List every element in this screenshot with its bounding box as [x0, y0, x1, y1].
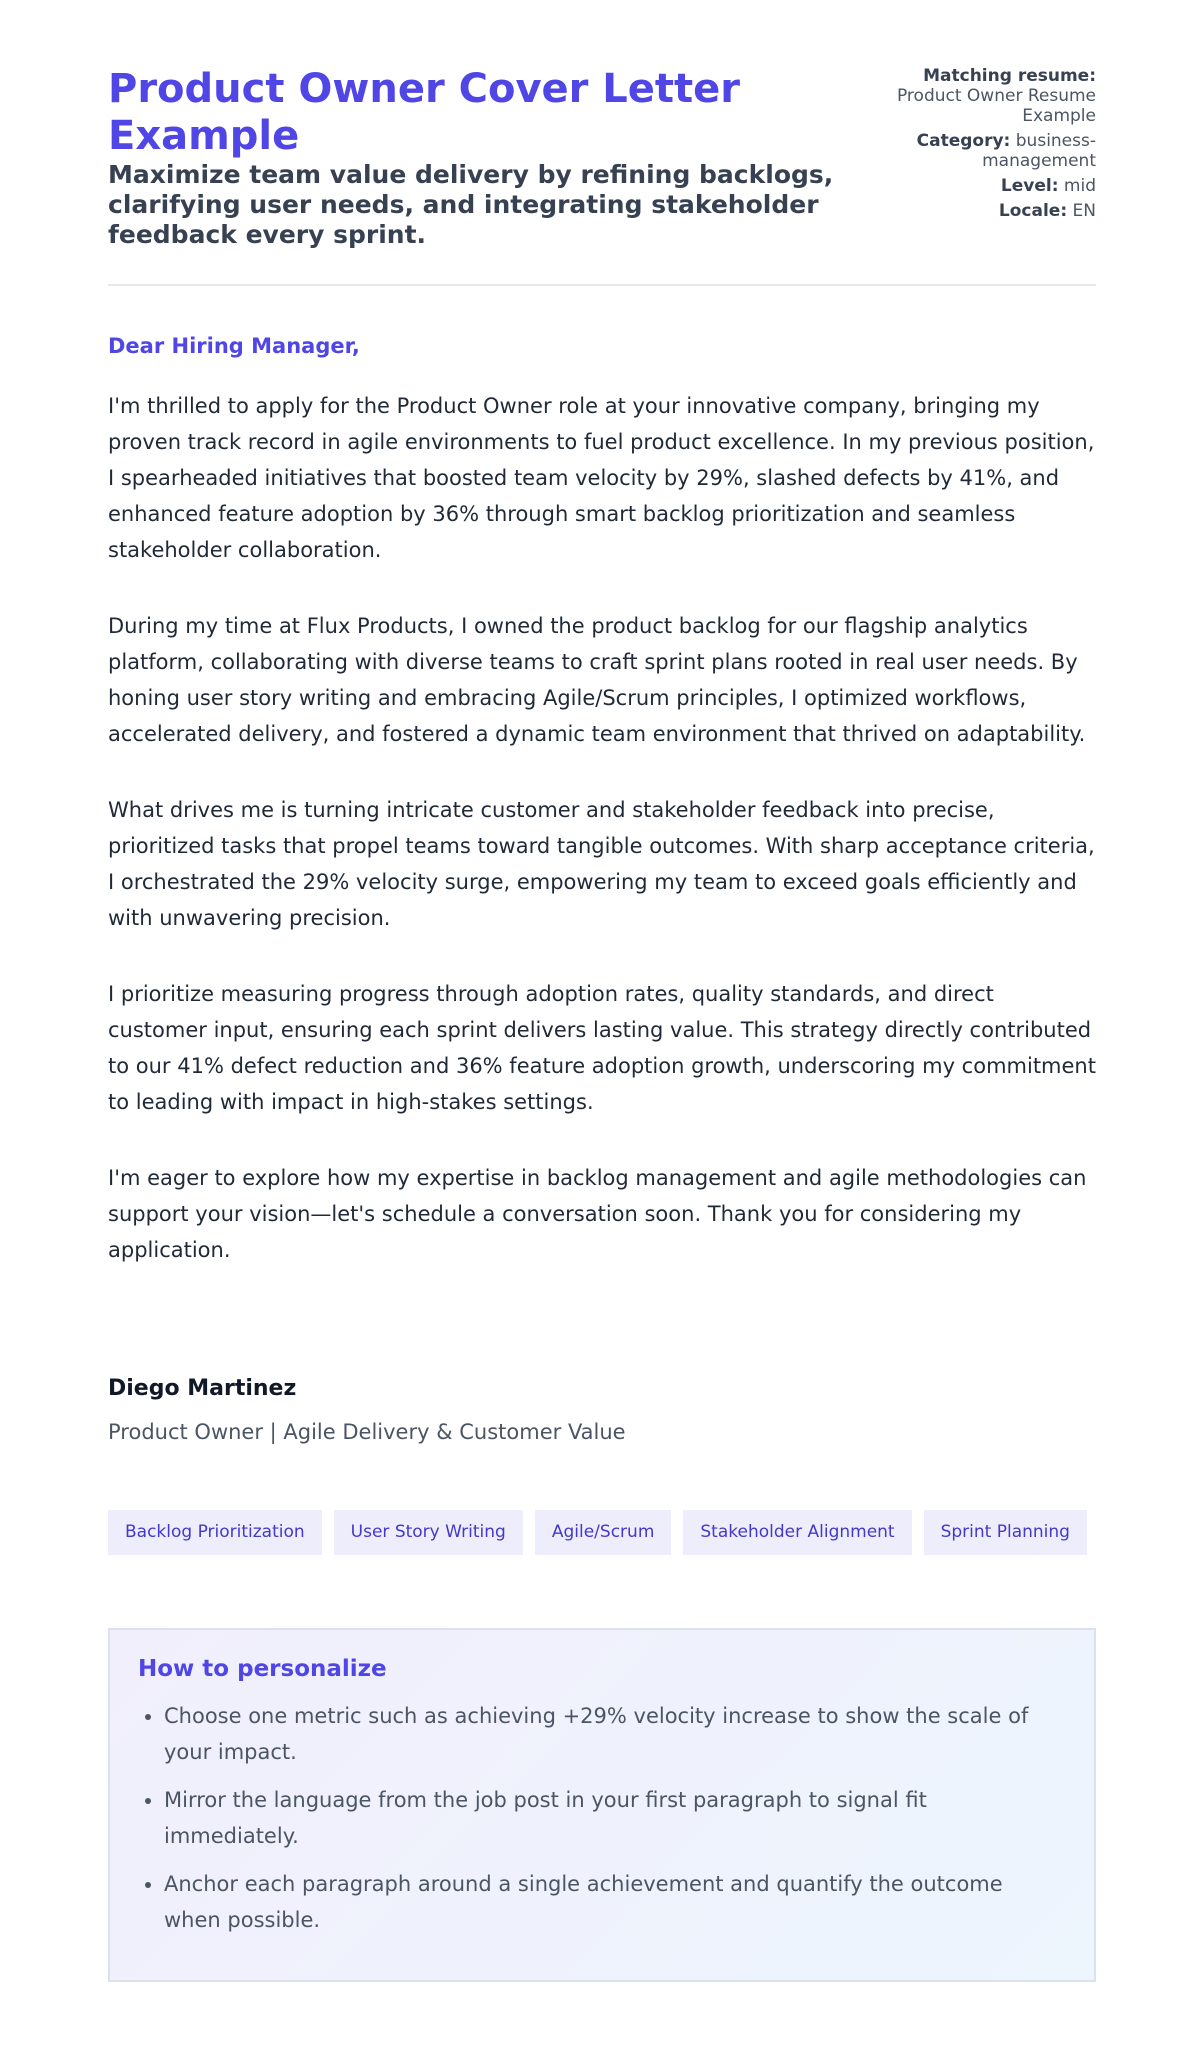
meta-category-label: Category: — [916, 131, 1011, 151]
letter-paragraph: I prioritize measuring progress through adoption rates, quality standards, and direct customer input, ensuring each sprint delivers lasting value. This strategy directly contributed to our 41% defect reduction and 36% feature adoption growth, underscoring my commitment to leading with impact in high-stakes settings. — [108, 982, 1096, 1114]
skill-tags — [108, 1510, 1087, 1555]
skill-tag: Sprint Planning — [924, 1510, 1087, 1555]
signature-title: Product Owner | Agile Delivery & Customer Value — [108, 1420, 626, 1444]
letter-paragraph: What drives me is turning intricate customer and stakeholder feedback into precise, prioritized tasks that propel teams toward tangible outcomes. With sharp acceptance criteria, I orchestrated the 29% velocity surge, empowering my team to exceed goals efficiently and with unwavering precision. — [108, 798, 1095, 930]
cover-letter — [108, 0, 1096, 1932]
meta-locale — [856, 201, 1096, 221]
meta-panel — [856, 66, 1096, 226]
tip-item: • Choose one metric such as achieving +29% velocity increase to show the scale of your impact. — [164, 1698, 1066, 1770]
meta-resume — [856, 66, 1096, 126]
skill-tag: Backlog Prioritization — [108, 1510, 322, 1555]
meta-level — [856, 176, 1096, 196]
skill-tag: Stakeholder Alignment — [683, 1510, 911, 1555]
meta-category-value: business-management — [982, 131, 1096, 171]
letter-paragraph: I'm eager to explore how my expertise in backlog management and agile methodologies can support your vision—let's schedule a conversation soon. Thank you for considering my application. — [108, 1166, 1087, 1262]
meta-category — [856, 131, 1096, 171]
meta-locale-label: Locale: — [998, 201, 1068, 221]
tips-list — [138, 1698, 1066, 1938]
page-subtitle: Maximize team value delivery by refining backlogs, clarifying user needs, and integrating stakeholder feedback every sprint. — [108, 160, 834, 249]
personalize-tips-box — [108, 1628, 1096, 1982]
meta-level-label: Level: — [1000, 176, 1059, 196]
meta-resume-value: Product Owner Resume Example — [896, 86, 1096, 126]
letter-paragraph: I'm thrilled to apply for the Product Owner role at your innovative company, bringing my proven track record in agile environments to fuel product excellence. In my previous position, I spearheaded initiatives that boosted team velocity by 29%, slashed defects by 41%, and enhanced feature adoption by 36% through smart backlog prioritization and seamless stakeholder collaboration. — [108, 394, 1095, 562]
tip-item: • Mirror the language from the job post in your first paragraph to signal fit immediately. — [164, 1782, 1066, 1854]
meta-level-value: mid — [1063, 176, 1096, 196]
tip-item: • Anchor each paragraph around a single achievement and quantify the outcome when possible. — [164, 1866, 1066, 1938]
letter-paragraph: During my time at Flux Products, I owned the product backlog for our flagship analytics platform, collaborating with diverse teams to craft sprint plans rooted in real user needs. By honing user story writing and embracing Agile/Scrum principles, I optimized workflows, accelerated delivery, and fostered a dynamic team environment that thrived on adaptability. — [108, 614, 1086, 746]
skill-tag: User Story Writing — [334, 1510, 523, 1555]
page-title: Product Owner Cover Letter Example — [108, 66, 741, 159]
tips-heading: How to personalize — [138, 1656, 387, 1682]
salutation: Dear Hiring Manager, — [108, 334, 360, 358]
skill-tag: Agile/Scrum — [535, 1510, 672, 1555]
meta-locale-value: EN — [1072, 201, 1096, 221]
header — [108, 0, 1096, 286]
letter-body — [108, 388, 1098, 1308]
meta-resume-label: Matching resume: — [923, 66, 1096, 86]
signature-name: Diego Martinez — [108, 1376, 297, 1401]
